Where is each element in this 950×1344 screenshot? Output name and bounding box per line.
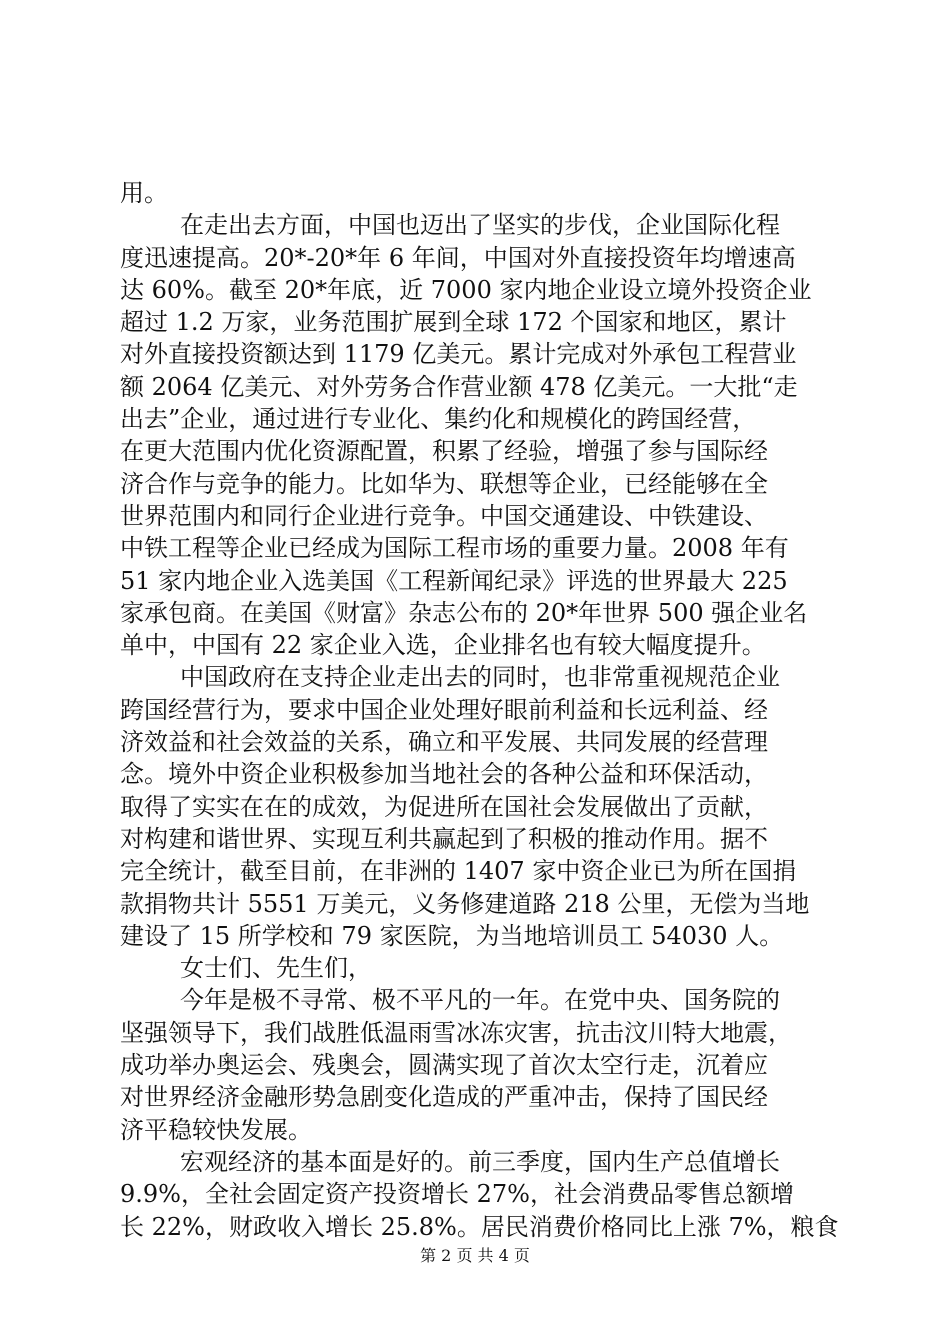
text-line: 51 家内地企业入选美国《工程新闻纪录》评选的世界最大 225 [120, 566, 788, 595]
text-line: 中铁工程等企业已经成为国际工程市场的重要力量。2008 年有 [120, 534, 789, 563]
text-line: 对构建和谐世界、实现互利共赢起到了积极的推动作用。据不 [120, 824, 768, 853]
text-line: 济合作与竞争的能力。比如华为、联想等企业，已经能够在全 [120, 469, 768, 498]
text-line: 世界范围内和同行企业进行竞争。中国交通建设、中铁建设、 [120, 501, 768, 530]
text-line: 单中，中国有 22 家企业入选，企业排名也有较大幅度提升。 [120, 631, 766, 660]
text-line: 对外直接投资额达到 1179 亿美元。累计完成对外承包工程营业 [120, 340, 797, 369]
text-line: 念。境外中资企业积极参加当地社会的各种公益和环保活动， [120, 760, 768, 789]
text-line: 中国政府在支持企业走出去的同时，也非常重视规范企业 [180, 663, 780, 692]
text-line: 坚强领导下，我们战胜低温雨雪冰冻灾害，抗击汶川特大地震， [120, 1018, 792, 1047]
text-line: 济平稳较快发展。 [120, 1115, 312, 1144]
text-line: 济效益和社会效益的关系，确立和平发展、共同发展的经营理 [120, 728, 768, 757]
text-line: 成功举办奥运会、残奥会，圆满实现了首次太空行走，沉着应 [120, 1051, 768, 1080]
text-line: 建设了 15 所学校和 79 家医院，为当地培训员工 54030 人。 [120, 921, 784, 950]
text-line: 今年是极不寻常、极不平凡的一年。在党中央、国务院的 [180, 986, 780, 1015]
text-line: 家承包商。在美国《财富》杂志公布的 20*年世界 500 强企业名 [120, 598, 808, 627]
document-body [120, 177, 839, 1243]
text-line: 长 22%，财政收入增长 25.8%。居民消费价格同比上涨 7%，粮食 [120, 1212, 839, 1241]
text-line: 超过 1.2 万家，业务范围扩展到全球 172 个国家和地区，累计 [120, 308, 787, 337]
text-line: 款捐物共计 5551 万美元，义务修建道路 218 公里，无偿为当地 [120, 889, 810, 918]
text-line: 完全统计，截至目前，在非洲的 1407 家中资企业已为所在国捐 [120, 857, 797, 886]
text-line: 出去”企业，通过进行专业化、集约化和规模化的跨国经营， [120, 405, 757, 434]
text-line: 用。 [120, 179, 168, 207]
text-line: 在更大范围内优化资源配置，积累了经验，增强了参与国际经 [120, 437, 768, 466]
text-line: 在走出去方面，中国也迈出了坚实的步伐，企业国际化程 [180, 211, 780, 240]
text-line: 9.9%，全社会固定资产投资增长 27%，社会消费品零售总额增 [120, 1180, 794, 1209]
text-line: 达 60%。截至 20*年底，近 7000 家内地企业设立境外投资企业 [120, 275, 812, 304]
text-line: 对世界经济金融形势急剧变化造成的严重冲击，保持了国民经 [120, 1083, 768, 1112]
text-line: 额 2064 亿美元、对外劳务合作营业额 478 亿美元。一大批“走 [120, 372, 798, 401]
text-line: 取得了实实在在的成效，为促进所在国社会发展做出了贡献， [120, 792, 768, 821]
page-footer: 第 2 页 共 4 页 [420, 1246, 530, 1265]
text-line: 女士们、先生们， [180, 954, 372, 983]
text-line: 度迅速提高。20*-20*年 6 年间，中国对外直接投资年均增速高 [120, 243, 796, 272]
text-line: 跨国经营行为，要求中国企业处理好眼前利益和长远利益、经 [120, 695, 768, 724]
text-line: 宏观经济的基本面是好的。前三季度，国内生产总值增长 [180, 1147, 780, 1176]
